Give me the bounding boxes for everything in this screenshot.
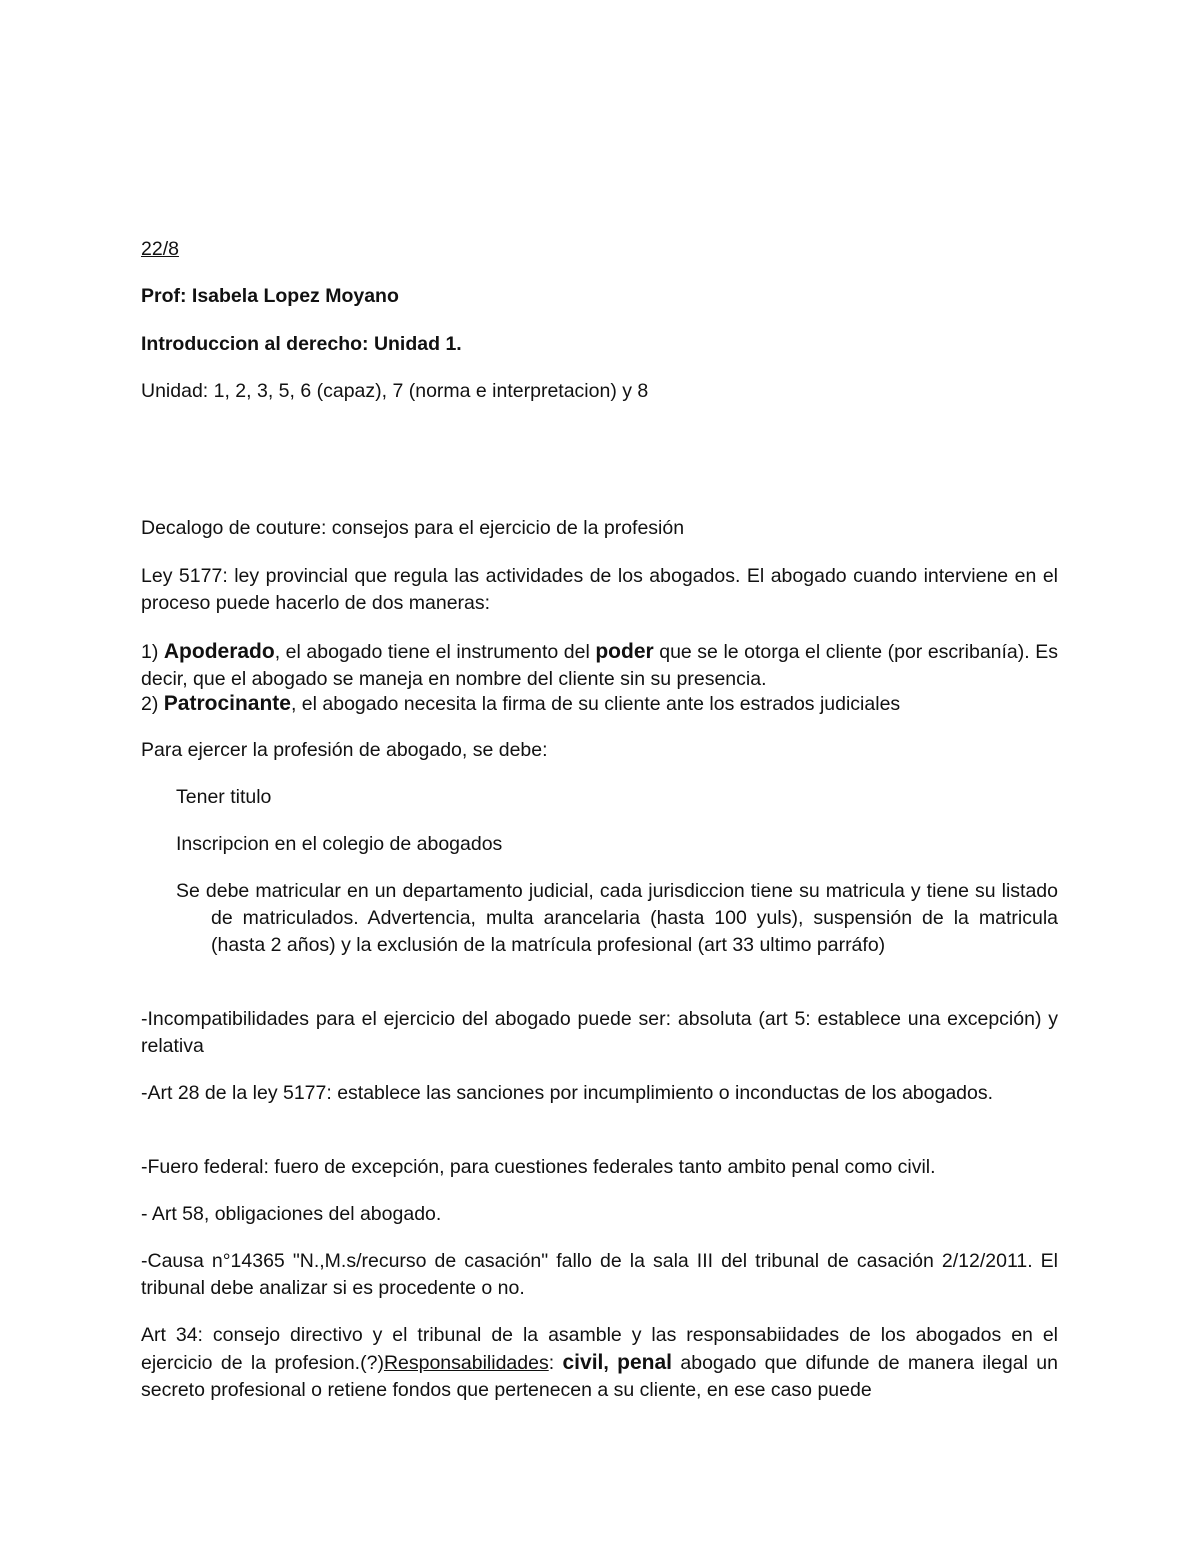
- date-line: 22/8: [141, 238, 179, 260]
- art28-paragraph: -Art 28 de la ley 5177: establece las sanciones por incumplimiento o inconductas de los abogados.: [141, 1082, 994, 1104]
- responsabilidades-heading: Responsabilidades: [383, 1352, 549, 1374]
- term-penal: penal: [617, 1351, 673, 1374]
- item1-text-a: , el abogado tiene el instrumento del: [274, 641, 596, 663]
- course-title: Introduccion al derecho: Unidad 1.: [141, 333, 462, 355]
- art34-paragraph: [141, 1322, 1058, 1404]
- decalogo-line: Decalogo de couture: consejos para el ejercicio de la profesión: [141, 517, 685, 539]
- professor-line: Prof: Isabela Lopez Moyano: [141, 285, 399, 307]
- term-apoderado: Apoderado: [163, 640, 275, 663]
- requirement-item: Se debe matricular en un departamento judicial, cada jurisdiccion tiene su matricula y tiene su listado de matriculados. Advertencia, multa arancelaria (hasta 100 yuls), suspensión de la matricula (hasta 2 años) y la exclusión de la matrícula profesional (art 33 ultimo parráfo): [176, 880, 1058, 956]
- requirements-intro: Para ejercer la profesión de abogado, se debe:: [141, 739, 548, 761]
- units-line: Unidad: 1, 2, 3, 5, 6 (capaz), 7 (norma e interpretacion) y 8: [141, 380, 649, 402]
- item2-text: , el abogado necesita la firma de su cliente ante los estrados judiciales: [290, 693, 901, 715]
- document-page: [141, 0, 1058, 1553]
- ley-paragraph: Ley 5177: ley provincial que regula las actividades de los abogados. El abogado cuando interviene en el proceso puede hacerlo de dos maneras:: [141, 565, 1058, 614]
- item-apoderado: [141, 638, 1058, 693]
- item2-number: 2): [141, 693, 164, 715]
- art34-comma: ,: [603, 1352, 618, 1374]
- item1-text-b: que se le otorga el cliente (por escribanía). Es decir, que el abogado se maneja en nombre del cliente sin su presencia.: [141, 641, 1058, 690]
- art34-text-a: Art 34: consejo directivo y el tribunal de la asamble y las responsabiidades de los abogados en el ejercicio de la profesion.(?): [141, 1324, 1058, 1374]
- incompatibilidades-paragraph: -Incompatibilidades para el ejercicio del abogado puede ser: absoluta (art 5: establece una excepción) y relativa: [141, 1008, 1058, 1057]
- art58-line: - Art 58, obligaciones del abogado.: [141, 1203, 442, 1225]
- requirement-item: Tener titulo: [176, 786, 272, 808]
- term-patrocinante: Patrocinante: [163, 692, 291, 715]
- fuero-federal-line: -Fuero federal: fuero de excepción, para cuestiones federales tanto ambito penal como civil.: [141, 1156, 936, 1178]
- causa-paragraph: -Causa n°14365 "N.,M.s/recurso de casación" fallo de la sala III del tribunal de casación 2/12/2011. El tribunal debe analizar si es procedente o no.: [141, 1250, 1058, 1299]
- art34-colon: :: [548, 1352, 563, 1374]
- item1-number: 1): [141, 641, 164, 663]
- item-patrocinante: [141, 690, 1058, 718]
- requirement-item: Inscripcion en el colegio de abogados: [176, 833, 503, 855]
- term-poder: poder: [595, 640, 654, 663]
- term-civil: civil: [562, 1351, 604, 1374]
- art34-text-b: abogado que difunde de manera ilegal un secreto profesional o retiene fondos que pertenecen a su cliente, en ese caso puede: [141, 1352, 1058, 1401]
